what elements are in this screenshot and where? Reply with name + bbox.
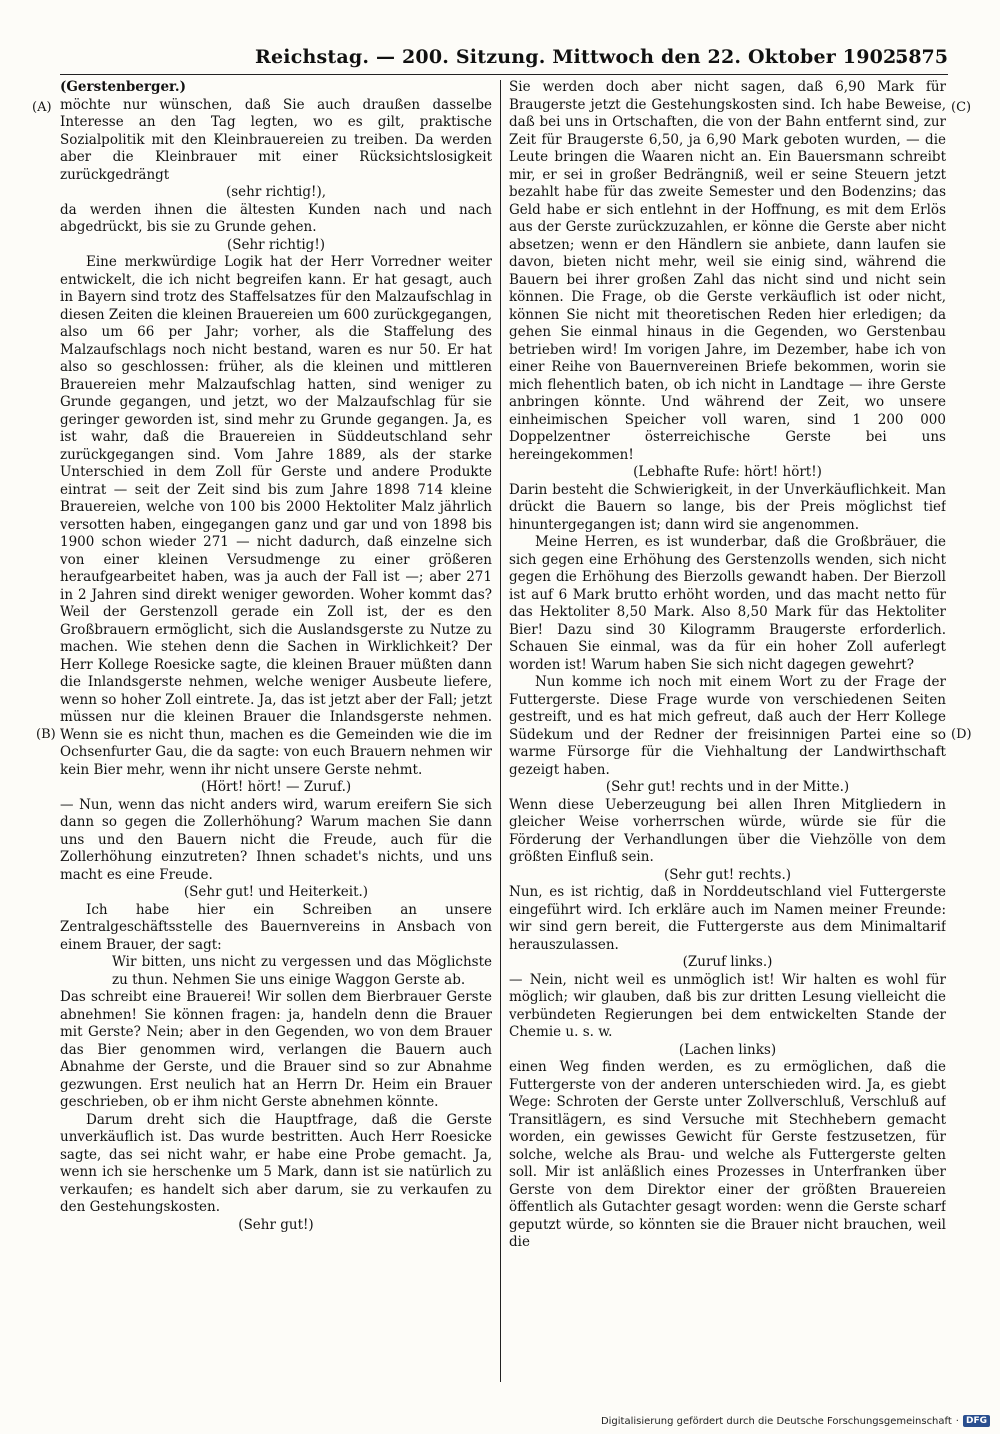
dfg-logo-icon: DFG	[963, 1415, 990, 1427]
right-column	[509, 79, 946, 1382]
page-number: 5875	[895, 46, 948, 68]
quoted-letter: Wir bitten, uns nicht zu vergessen und das Möglichste zu thun. Nehmen Sie uns einige Waggon Gerste ab.	[112, 954, 492, 988]
paragraph: Ich habe hier ein Schreiben an unsere Zentralgeschäftsstelle des Bauernvereins in Ansbach von einem Brauer, der sagt:	[60, 901, 492, 953]
paragraph: Nun komme ich noch mit einem Wort zu der Frage der Futtergerste. Diese Frage wurde von verschiedenen Seiten gestreift, und es hat mich gefreut, daß auch der Herr Kollege Südekum und der Redner der freisinnigen Partei eine so warme Fürsorge für die Viehhaltung der Landwirthschaft gezeigt haben.	[509, 674, 946, 778]
interjection: (Zuruf links.)	[682, 954, 773, 970]
interjection: (Lachen links)	[678, 1041, 777, 1058]
column-divider	[500, 80, 501, 1382]
paragraph: Nun, es ist richtig, daß in Norddeutschland viel Futtergerste eingeführt wird. Ich erkläre auch im Namen meiner Freunde: wir sind gern bereit, die Futtergerste aus dem Minimaltarif herauszulassen.	[509, 884, 946, 953]
left-column	[60, 79, 492, 1382]
interjection: (sehr richtig!),	[225, 184, 327, 200]
paragraph: möchte nur wünschen, daß Sie auch draußen dasselbe Interesse an den Tag legten, wo es gilt, praktische Sozialpolitik mit den Kleinbrauereien zu treiben. Da werden aber die Kleinbrauer mit einer Rücksichtslosigkeit zurückgedrängt	[60, 96, 492, 183]
paragraph: — Nein, nicht weil es unmöglich ist! Wir halten es wohl für möglich; wir glauben, daß bis zur dritten Lesung vielleicht die verbündeten Regierungen bei dem entwickelten Stande der Chemie u. s. w.	[509, 971, 946, 1040]
margin-marker-d: (D)	[951, 727, 972, 742]
speaker-name: (Gerstenberger.)	[60, 79, 186, 95]
paragraph: Eine merkwürdige Logik hat der Herr Vorredner weiter entwickelt, die ich nicht begreifen kann. Er hat gesagt, auch in Bayern sind trotz des Staffelsatzes für den Malzaufschlag in diesen Zeiten die kleinen Brauereien um 600 zurückgegangen, also um 66 per Jahr; vorher, als die Staffelung des Malzaufschlags noch nicht bestand, waren es nur 50. Er hat also so geschlossen: früher, als die kleinen und mittleren Brauereien mehr Malzaufschlag hatten, sind weniger zu Grunde gegangen, und jetzt, wo der Malzaufschlag für sie geringer geworden ist, sind mehr zu Grunde gegangen. Ja, es ist wahr, daß die Brauereien in Süddeutschland sehr zurückgegangen sind. Vom Jahre 1889, als der starke Unterschied in dem Zoll für Gerste und andere Produkte eintrat — seit der Zeit sind bis zum Jahre 1898 714 kleine Brauereien, welche von 100 bis 2000 Hektoliter Malz jährlich versotten haben, eingegangen ganz und gar und von 1898 bis 1900 schon wieder 271 — nicht dadurch, daß einzelne sich von einer kleinen Versudmenge zu einer größeren heraufgearbeitet haben, was ja auch der Fall ist —; aber 271 in 2 Jahren sind direkt weniger geworden. Woher kommt das? Weil der Gerstenzoll gerade ein Zoll ist, der es den Großbrauern ermöglicht, sich die Auslandsgerste zu Nutze zu machen. Wie stehen denn die Sachen in Wirklichkeit? Der Herr Kollege Roesicke sagte, die kleinen Brauer müßten dann die Inlandsgerste nehmen, welche weniger Ausbeute liefere, wenn so hoher Zoll eintrete. Ja, das ist jetzt aber der Fall; jetzt müssen nur die kleinen Brauer die Inlandsgerste nehmen. Wenn sie es nicht thun, machen es die Gemeinden wie die im Ochsenfurter Gau, die da sagte: von euch Brauern nehmen wir kein Bier mehr, wenn ihr nicht unsere Gerste nehmt.	[60, 254, 492, 778]
paragraph: — Nun, wenn das nicht anders wird, warum ereifern Sie sich dann so gegen die Zollerhöhung? Warum machen Sie dann uns und den Bauern nicht die Freude, auch für die Zollerhöhung einzutreten? Ihnen schadet's nichts, und uns macht es eine Freude.	[60, 796, 492, 883]
paragraph: Darum dreht sich die Hauptfrage, daß die Gerste unverkäuflich ist. Das wurde bestritten. Auch Herr Roesicke sagte, das sei nicht wahr, er habe eine Probe gemacht. Ja, wenn ich sie herschenke um 5 Mark, dann ist sie natürlich zu verkaufen; es handelt sich aber darum, sie zu verkaufen zu den Gestehungskosten.	[60, 1111, 492, 1215]
paragraph: Wenn diese Ueberzeugung bei allen Ihren Mitgliedern in gleicher Weise vorherrschen würde, würde sie für die Förderung der Verhandlungen über die Viehzölle von dem größten Einfluß sein.	[509, 796, 946, 865]
paragraph: Meine Herren, es ist wunderbar, daß die Großbräuer, die sich gegen eine Erhöhung des Gerstenzolls wenden, sich nicht gegen die Erhöhung des Bierzolls gewandt haben. Der Bierzoll ist auf 6 Mark brutto erhöht worden, und das macht netto für das Hektoliter 8,50 Mark. Also 8,50 Mark für das Hektoliter Bier! Dazu sind 30 Kilogramm Braugerste erforderlich. Schauen Sie einmal, was da für ein hoher Zoll auferlegt worden ist! Warum haben Sie sich nicht dagegen gewehrt?	[509, 534, 946, 673]
margin-marker-c: (C)	[951, 100, 972, 115]
margin-marker-a: (A)	[32, 100, 52, 115]
page-header	[60, 46, 948, 74]
paragraph: Das schreibt eine Brauerei! Wir sollen dem Bierbrauer Gerste abnehmen! Sie können fragen: ja, handeln denn die Brauer mit Gerste? Nein; aber in den Gegenden, wo von dem Brauer das Bier genommen wird, verlangen die Bauern auch Abnahme der Gerste, und die Brauer sind so zur Abnahme gezwungen. Erst neulich hat an Herrn Dr. Heim ein Brauer geschrieben, ob er ihm nicht Gerste abnehmen könnte.	[60, 989, 492, 1110]
paragraph: einen Weg finden werden, es zu ermöglichen, daß die Futtergerste von der anderen unterschieden wird. Ja, es giebt Wege: Schroten der Gerste unter Zollverschluß, Verschluß auf Transitlägern, es sind Versuche mit Stechhebern gemacht worden, ein gewisses Gewicht für Gerste festzusetzen, für solche, welche als Brau- und welche als Futtergerste gelten soll. Mir ist anläßlich eines Prozesses in Unterfranken über Gerste von dem Direktor einer der größten Brauereien öffentlich als Gutachter gesagt worden: wenn die Gerste scharf geputzt würde, so könnten sie die Brauer nicht brauchen, weil die	[509, 1059, 946, 1250]
header-rule	[60, 74, 948, 75]
interjection: (Sehr gut! rechts.)	[663, 866, 792, 883]
interjection: (Sehr richtig!)	[226, 236, 326, 253]
margin-marker-b: (B)	[36, 727, 56, 742]
interjection: (Sehr gut! rechts und in der Mitte.)	[605, 779, 850, 795]
interjection: (Lebhafte Rufe: hört! hört!)	[633, 464, 822, 480]
running-title: Reichstag. — 200. Sitzung. Mittwoch den 22. Oktober 1902.	[255, 46, 904, 68]
interjection: (Sehr gut! und Heiterkeit.)	[183, 884, 369, 900]
separator-dot: ·	[955, 1415, 959, 1427]
paragraph: Darin besteht die Schwierigkeit, in der Unverkäuflichkeit. Man drückt die Bauern so lange, bis der Preis möglichst tief hinuntergegangen ist; dann wird sie angenommen.	[509, 481, 946, 533]
paragraph: Sie werden doch aber nicht sagen, daß 6,90 Mark für Braugerste jetzt die Gestehungskosten sind. Ich habe Beweise, daß bei uns in Ortschaften, die von der Bahn entfernt sind, zur Zeit für Braugerste 6,50, ja 6,90 Mark geboten wurden, — die Leute bringen die Waaren nicht an. Ein Bauersmann schreibt mir, er sei in großer Bedrängniß, weil er seine Steuern jetzt bezahlt habe für das zweite Semester und den Bodenzins; das Geld habe er sich entlehnt in der Hoffnung, es mit dem Erlös aus der Gerste zurückzuzahlen, er könne die Gerste aber nicht absetzen; wenn er den Händlern sie anbiete, dann laufen sie davon, bieten nicht mehr, weil sie einig sind, während die Bauern bei ihrer großen Zahl das nicht sind und nicht sein können. Die Frage, ob die Gerste verkäuflich ist oder nicht, können Sie nicht mit theoretischen Reden hier erledigen; da gehen Sie einmal hinaus in die Gegenden, wo Gerstenbau betrieben wird! Im vorigen Jahre, im Dezember, habe ich von einer Reihe von Bauernvereinen Briefe bekommen, worin sie mich flehentlich baten, ob ich nicht in Landtage — ihre Gerste anbringen könnte. Und während der Zeit, wo unsere einheimischen Speicher voll waren, sind 1 200 000 Doppelzentner österreichische Gerste bei uns hereingekommen!	[509, 79, 946, 463]
digitization-credit	[601, 1415, 990, 1427]
credit-text: Digitalisierung gefördert durch die Deutsche Forschungsgemeinschaft	[600, 1415, 952, 1427]
interjection: (Sehr gut!)	[238, 1216, 314, 1233]
paragraph: da werden ihnen die ältesten Kunden nach und nach abgedrückt, bis sie zu Grunde gehen.	[60, 201, 492, 235]
interjection: (Hört! hört! — Zuruf.)	[200, 779, 352, 795]
